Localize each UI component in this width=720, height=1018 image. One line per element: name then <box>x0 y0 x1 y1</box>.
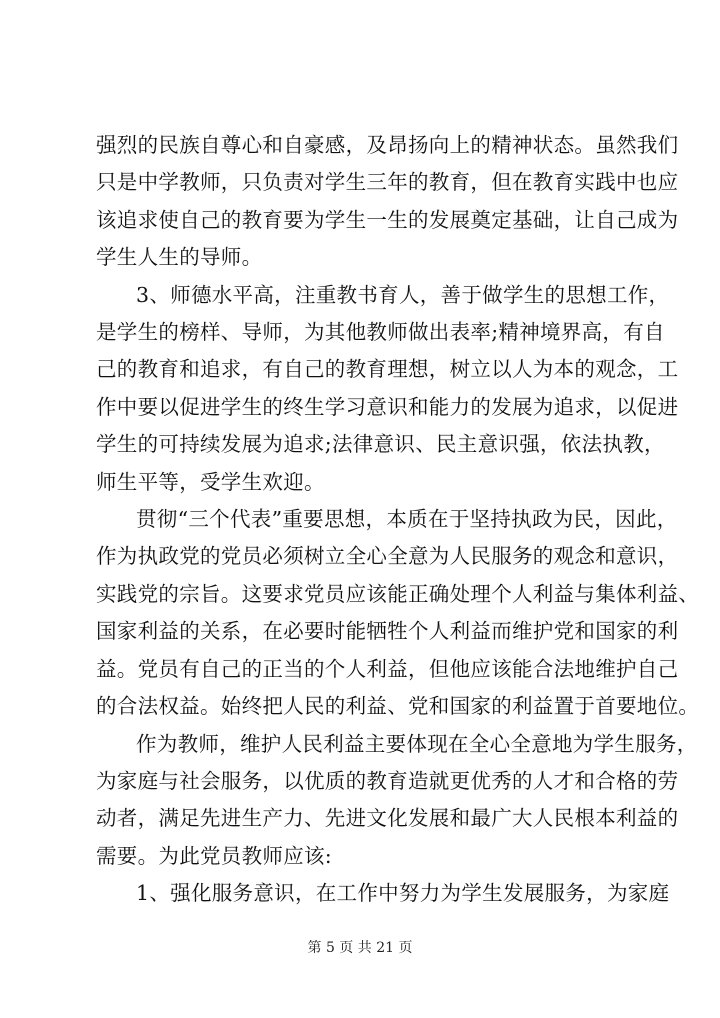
text-line: 是学生的榜样、导师，为其他教师做出表率;精神境界高，有自 <box>96 320 665 345</box>
page-number-footer: 第 5 页 共 21 页 <box>307 940 413 956</box>
paragraph-3 <box>96 501 700 725</box>
text-line: 国家利益的关系，在必要时能牺牲个人利益而维护党和国家的利 <box>96 619 679 644</box>
text-line: 需要。为此党员教师应该: <box>96 843 333 868</box>
paragraph-1 <box>96 127 679 277</box>
text-line-indented: 1、强化服务意识，在工作中努力为学生发展服务，为家庭 <box>136 881 670 906</box>
text-line: 师生平等，受学生欢迎。 <box>96 469 325 494</box>
text-line-indented: 3、师德水平高，注重教书育人，善于做学生的思想工作， <box>136 282 670 307</box>
text-line: 实践党的宗旨。这要求党员应该能正确处理个人利益与集体利益、 <box>96 581 700 606</box>
text-line-indented: 作为教师，维护人民利益主要体现在全心全意地为学生服务， <box>136 731 698 756</box>
text-line: 只是中学教师，只负责对学生三年的教育，但在教育实践中也应 <box>96 170 679 195</box>
paragraph-5 <box>96 875 670 912</box>
paragraph-4 <box>96 726 698 876</box>
text-line: 的合法权益。始终把人民的利益、党和国家的利益置于首要地位。 <box>96 694 700 719</box>
text-line: 强烈的民族自尊心和自豪感，及昂扬向上的精神状态。虽然我们 <box>96 133 679 157</box>
text-line: 益。党员有自己的正当的个人利益，但他应该能合法地维护自己 <box>96 656 679 681</box>
text-line: 学生人生的导师。 <box>96 245 263 270</box>
text-line: 学生的可持续发展为追求;法律意识、民主意识强，依法执教， <box>96 432 665 457</box>
text-line: 作为执政党的党员必须树立全心全意为人民服务的观念和意识， <box>96 544 679 569</box>
document-body <box>96 127 700 913</box>
text-line: 为家庭与社会服务，以优质的教育造就更优秀的人才和合格的劳 <box>96 768 679 793</box>
text-line: 动者，满足先进生产力、先进文化发展和最广大人民根本利益的 <box>96 806 679 831</box>
paragraph-2 <box>96 277 679 501</box>
text-line: 己的教育和追求，有自己的教育理想，树立以人为本的观念，工 <box>96 357 679 382</box>
text-line: 作中要以促进学生的终生学习意识和能力的发展为追求，以促进 <box>96 394 679 419</box>
text-line-indented: 贯彻“三个代表”重要思想，本质在于坚持执政为民，因此， <box>136 507 678 532</box>
text-line: 该追求使自己的教育要为学生一生的发展奠定基础，让自己成为 <box>96 207 679 232</box>
